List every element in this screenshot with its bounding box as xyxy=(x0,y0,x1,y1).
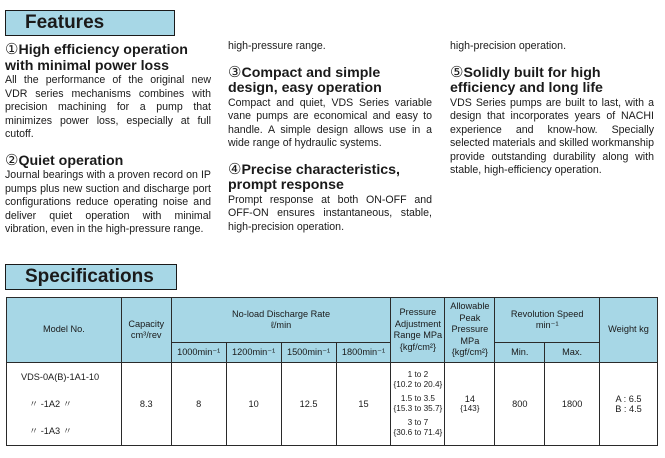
rate-1500: 12.5 xyxy=(281,363,336,446)
feature-4-title: ④Precise characteristics, prompt response xyxy=(228,160,400,193)
model-list xyxy=(7,363,122,446)
feature-4-body: Prompt response at both ON-OFF and OFF-ON ensures instantaneous, stable, high-precision operation. xyxy=(228,193,432,233)
header-min: Min. xyxy=(495,343,545,363)
feature-4-continuation: high-precision operation. xyxy=(450,40,567,52)
feature-1-body: All the performance of the original new VDR series mechanisms combines with precision machining for a pump that minimizes power loss, especially at full cutoff. xyxy=(5,74,211,140)
rev-min-value: 800 xyxy=(495,363,545,446)
rate-1000: 8 xyxy=(171,363,226,446)
rate-1200: 10 xyxy=(226,363,281,446)
model-1: VDS-0A(B)-1A1-10 xyxy=(21,371,100,382)
header-max: Max. xyxy=(545,343,600,363)
table-row xyxy=(7,363,658,446)
header-model: Model No. xyxy=(7,298,122,363)
features-column-3 xyxy=(450,40,654,178)
feature-2-title: ②Quiet operation xyxy=(5,151,124,169)
header-speed-1000: 1000min⁻¹ xyxy=(171,343,226,363)
features-column-1 xyxy=(5,41,211,235)
specifications-heading: Specifications xyxy=(5,264,177,290)
features-column-2 xyxy=(228,40,432,233)
header-speed-1500: 1500min⁻¹ xyxy=(281,343,336,363)
model-3: 〃 -1A3 〃 xyxy=(29,425,72,436)
header-peak: Allowable Peak Pressure MPa {kgf/cm²} xyxy=(445,298,495,363)
feature-3-title: ③Compact and simple design, easy operation xyxy=(228,63,382,96)
feature-1-title: ①High efficiency operation with minimal power loss xyxy=(5,41,188,74)
rev-max-value: 1800 xyxy=(545,363,600,446)
header-capacity: Capacity cm³/rev xyxy=(121,298,171,363)
header-pressure: Pressure Adjustment Range MPa {kgf/cm²} xyxy=(391,298,445,363)
capacity-value: 8.3 xyxy=(121,363,171,446)
features-heading: Features xyxy=(5,10,175,36)
feature-2-body: Journal bearings with a proven record on IP pumps plus new suction and discharge port configurations reduce operating noise and deliver quiet operation with minimal vibration, even in the high-pressure range. xyxy=(5,169,211,235)
feature-2-continuation: high-pressure range. xyxy=(228,40,326,52)
header-speed-1200: 1200min⁻¹ xyxy=(226,343,281,363)
header-weight: Weight kg xyxy=(600,298,658,363)
pressure-ranges: 1 to 2 {10.2 to 20.4} 1.5 to 3.5 {15.3 to 35.7} 3 to 7 {30.6 to 71.4} xyxy=(391,363,445,446)
weight-values: A : 6.5 B : 4.5 xyxy=(600,363,658,446)
peak-pressure: 14 {143} xyxy=(445,363,495,446)
header-noload: No-load Discharge Rate ℓ/min xyxy=(171,298,391,343)
header-speed-1800: 1800min⁻¹ xyxy=(336,343,391,363)
model-2: 〃 -1A2 〃 xyxy=(29,398,72,409)
feature-3-body: Compact and quiet, VDS Series variable vane pumps are economical and easy to handle. A simple design allows use in a wide range of hydraulic systems. xyxy=(228,96,432,149)
specifications-table xyxy=(6,297,658,446)
header-revolution: Revolution Speed min⁻¹ xyxy=(495,298,600,343)
feature-5-title: ⑤Solidly built for high efficiency and long life xyxy=(450,63,603,96)
feature-5-body: VDS Series pumps are built to last, with a design that incorporates years of NACHI experience and know-how. Specially selected materials and skilled workmanship provide outstanding durability along with stable, high-efficiency operation. xyxy=(450,96,654,176)
rate-1800: 15 xyxy=(336,363,391,446)
